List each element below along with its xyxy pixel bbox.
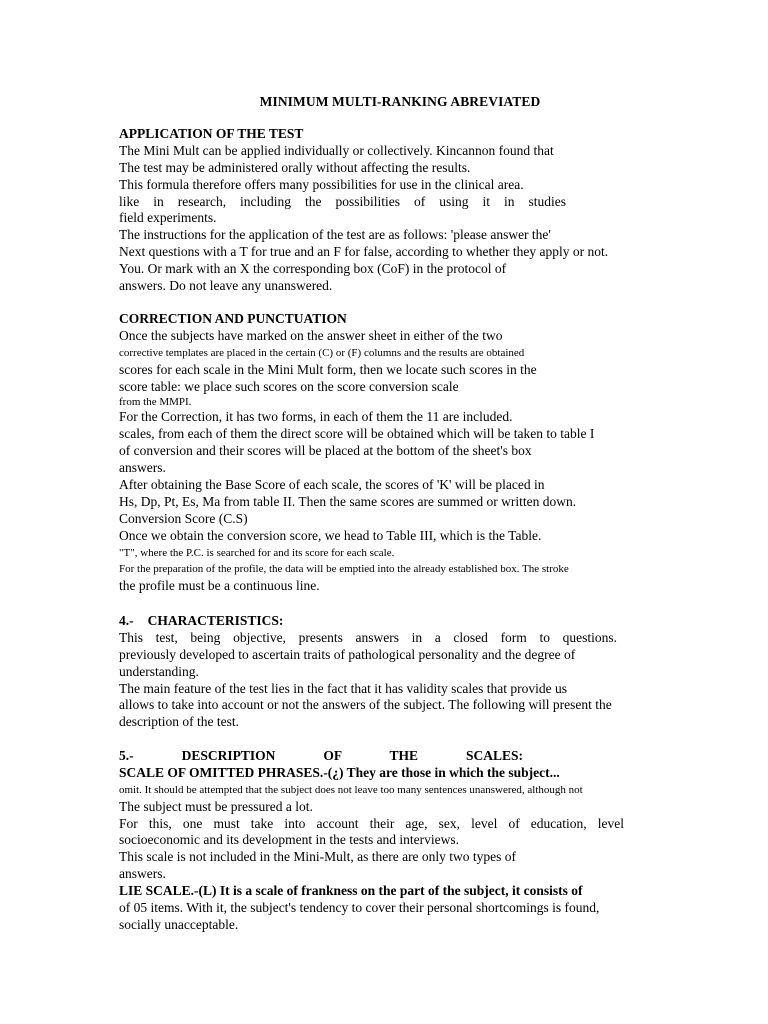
text-line: corrective templates are placed in the certain (C) or (F) columns and the results are obtained xyxy=(119,346,525,359)
subsection-heading: SCALE OF OMITTED PHRASES.-(¿) They are those in which the subject... xyxy=(119,764,560,780)
text-line: the profile must be a continuous line. xyxy=(119,578,320,594)
text-line: Once we obtain the conversion score, we head to Table III, which is the Table. xyxy=(119,527,542,543)
text-line: You. Or mark with an X the corresponding box (CoF) in the protocol of xyxy=(119,261,507,277)
page-title: MINIMUM MULTI-RANKING ABREVIATED xyxy=(259,94,541,109)
text-line: answers. xyxy=(119,460,166,476)
section-application xyxy=(119,126,672,295)
text-line: After obtaining the Base Score of each scale, the scores of 'K' will be placed in xyxy=(119,477,545,493)
section-heading: CORRECTION AND PUNCTUATION xyxy=(119,311,347,326)
text-line: The main feature of the test lies in the fact that it has validity scales that provide us xyxy=(119,680,567,696)
text-line: The subject must be pressured a lot. xyxy=(119,798,313,814)
text-line: of 05 items. With it, the subject's tendency to cover their personal shortcomings is found, xyxy=(119,900,600,916)
text-line: previously developed to ascertain traits of pathological personality and the degree of xyxy=(119,646,576,662)
section-correction xyxy=(119,311,672,595)
section-characteristics xyxy=(119,613,672,731)
section-scales xyxy=(119,748,672,934)
text-line: score table: we place such scores on the score conversion scale xyxy=(119,378,459,394)
text-line: Next questions with a T for true and an F for false, according to whether they apply or not. xyxy=(119,244,609,260)
text-line: answers. xyxy=(119,866,166,882)
text-line: The Mini Mult can be applied individually or collectively. Kincannon found that xyxy=(119,142,554,158)
text-line: "T", where the P.C. is searched for and its score for each scale. xyxy=(119,546,395,559)
subsection-heading: LIE SCALE.-(L) It is a scale of frankness on the part of the subject, it consists of xyxy=(119,883,583,899)
text-line: scores for each scale in the Mini Mult form, then we locate such scores in the xyxy=(119,361,537,377)
text-line: description of the test. xyxy=(119,714,239,730)
text-line: This formula therefore offers many possibilities for use in the clinical area. xyxy=(119,176,524,192)
text-line: like in research, including the possibilities of using it in studies xyxy=(119,193,566,209)
text-line: answers. Do not leave any unanswered. xyxy=(119,278,333,294)
text-line: This scale is not included in the Mini-Mult, as there are only two types of xyxy=(119,849,517,865)
text-line: allows to take into account or not the answers of the subject. The following will present the xyxy=(119,697,612,713)
text-line: socioeconomic and its development in the tests and interviews. xyxy=(119,832,460,848)
section-number: 4.- xyxy=(119,613,134,628)
text-line: Conversion Score (C.S) xyxy=(119,510,248,526)
section-heading xyxy=(119,613,672,630)
text-line: The instructions for the application of the test are as follows: 'please answer the' xyxy=(119,227,551,243)
section-heading: APPLICATION OF THE TEST xyxy=(119,126,304,141)
text-line: For this, one must take into account their age, sex, level of education, level xyxy=(119,815,624,831)
text-line: socially unacceptable. xyxy=(119,916,239,932)
text-line: field experiments. xyxy=(119,210,217,226)
text-line: omit. It should be attempted that the subject does not leave too many sentences unanswered, although not xyxy=(119,783,583,796)
section-heading: 5.- DESCRIPTION OF THE SCALES: xyxy=(119,748,523,763)
text-line: from the MMPI. xyxy=(119,396,192,409)
text-line: This test, being objective, presents answers in a closed form to questions. xyxy=(119,629,617,645)
text-line: of conversion and their scores will be placed at the bottom of the sheet's box xyxy=(119,443,532,459)
text-line: Hs, Dp, Pt, Es, Ma from table II. Then the same scores are summed or written down. xyxy=(119,493,577,509)
text-line: For the preparation of the profile, the data will be emptied into the already established box. The stroke xyxy=(119,563,569,576)
text-line: Once the subjects have marked on the answer sheet in either of the two xyxy=(119,327,503,343)
text-line: For the Correction, it has two forms, in each of them the 11 are included. xyxy=(119,409,513,425)
text-line: The test may be administered orally without affecting the results. xyxy=(119,159,471,175)
text-line: scales, from each of them the direct score will be obtained which will be taken to table I xyxy=(119,426,595,442)
section-heading-text: CHARACTERISTICS: xyxy=(147,613,284,628)
text-line: understanding. xyxy=(119,663,199,679)
